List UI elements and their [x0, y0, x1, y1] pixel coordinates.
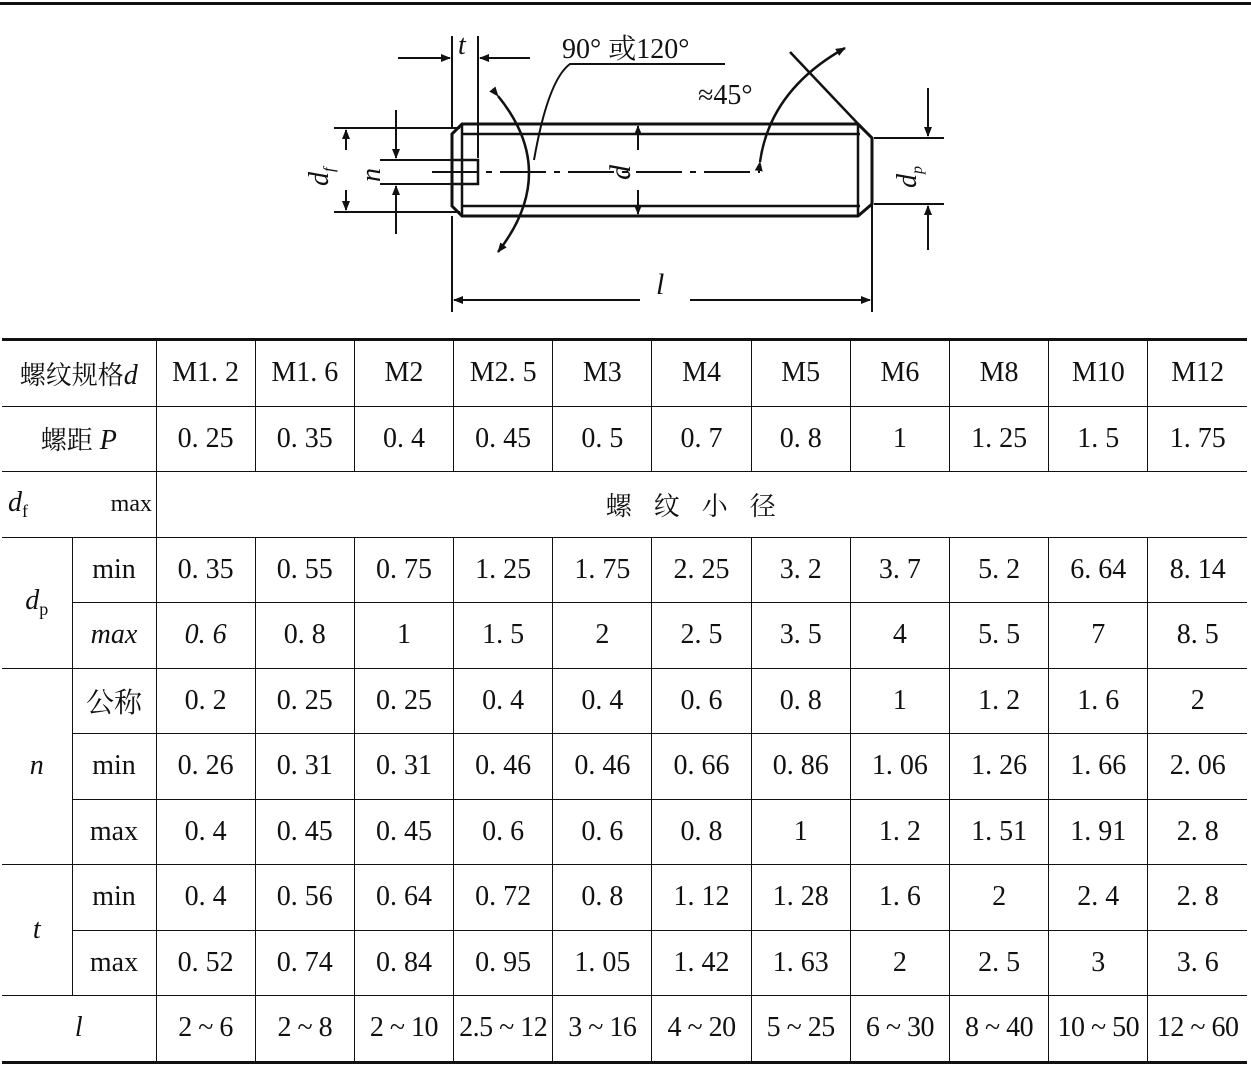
t-max-label: max [72, 930, 156, 996]
size-cell: M1. 2 [156, 340, 255, 407]
n-min-cell: 1. 06 [850, 734, 949, 800]
n-min-cell: 1. 66 [1049, 734, 1148, 800]
size-cell: M3 [553, 340, 652, 407]
row-n-nominal [2, 668, 1247, 734]
t-max-cell: 0. 52 [156, 930, 255, 996]
t-max-cell: 1. 05 [553, 930, 652, 996]
size-cell: M1. 6 [255, 340, 354, 407]
dp-max-cell: 3. 5 [751, 603, 850, 669]
t-min-cell: 1. 12 [652, 865, 751, 931]
n-nominal-cell: 0. 25 [354, 668, 453, 734]
n-min-cell: 0. 86 [751, 734, 850, 800]
label-l: l [656, 268, 665, 301]
l-cell: 3 ~ 16 [553, 996, 652, 1063]
row-l [2, 996, 1247, 1063]
pitch-cell: 1. 25 [950, 406, 1049, 472]
n-nominal-cell: 1. 6 [1049, 668, 1148, 734]
row-n-max [2, 799, 1247, 865]
tip-angle-arc [498, 64, 725, 252]
label-n: n [356, 168, 387, 182]
n-nominal-cell: 1 [850, 668, 949, 734]
t-symbol: t [2, 865, 72, 996]
n-max-cell: 0. 8 [652, 799, 751, 865]
n-nominal-cell: 0. 8 [751, 668, 850, 734]
l-cell: 5 ~ 25 [751, 996, 850, 1063]
screw-outline [452, 124, 872, 216]
n-min-cell: 1. 26 [950, 734, 1049, 800]
l-cell: 10 ~ 50 [1049, 996, 1148, 1063]
t-max-cell: 2. 5 [950, 930, 1049, 996]
spec-table [2, 338, 1247, 1064]
t-max-cell: 3. 6 [1148, 930, 1247, 996]
n-max-cell: 0. 6 [553, 799, 652, 865]
size-cell: M2. 5 [454, 340, 553, 407]
label-d: d [604, 165, 637, 180]
n-nominal-cell: 0. 4 [454, 668, 553, 734]
size-cell: M12 [1148, 340, 1247, 407]
dp-min-cell: 0. 35 [156, 537, 255, 603]
t-min-cell: 0. 72 [454, 865, 553, 931]
dp-min-cell: 6. 64 [1049, 537, 1148, 603]
pitch-cell: 0. 45 [454, 406, 553, 472]
dp-max-cell: 0. 6 [156, 603, 255, 669]
t-min-cell: 0. 8 [553, 865, 652, 931]
row-t-max [2, 930, 1247, 996]
n-max-cell: 0. 4 [156, 799, 255, 865]
t-max-cell: 0. 74 [255, 930, 354, 996]
l-symbol: l [2, 996, 156, 1063]
l-cell: 4 ~ 20 [652, 996, 751, 1063]
t-min-cell: 0. 64 [354, 865, 453, 931]
size-cell: M5 [751, 340, 850, 407]
size-cell: M2 [354, 340, 453, 407]
set-screw-drawing [0, 0, 1251, 340]
n-min-cell: 0. 46 [553, 734, 652, 800]
t-max-cell: 1. 63 [751, 930, 850, 996]
dp-min-cell: 5. 2 [950, 537, 1049, 603]
n-min-cell: 0. 31 [255, 734, 354, 800]
n-max-cell: 1. 51 [950, 799, 1049, 865]
n-nominal-cell: 0. 6 [652, 668, 751, 734]
l-cell: 12 ~ 60 [1148, 996, 1247, 1063]
dp-min-cell: 0. 75 [354, 537, 453, 603]
dp-max-cell: 4 [850, 603, 949, 669]
t-max-cell: 0. 95 [454, 930, 553, 996]
size-cell: M10 [1049, 340, 1148, 407]
t-min-cell: 1. 6 [850, 865, 949, 931]
pitch-cell: 0. 35 [255, 406, 354, 472]
thread-size-header: 螺纹规格d [2, 340, 156, 407]
size-cell: M8 [950, 340, 1049, 407]
dp-max-cell: 0. 8 [255, 603, 354, 669]
size-cell: M6 [850, 340, 949, 407]
t-min-cell: 2. 8 [1148, 865, 1247, 931]
dp-max-cell: 5. 5 [950, 603, 1049, 669]
t-max-cell: 1. 42 [652, 930, 751, 996]
dp-min-cell: 3. 2 [751, 537, 850, 603]
pitch-cell: 0. 4 [354, 406, 453, 472]
dp-max-cell: 7 [1049, 603, 1148, 669]
dp-max-cell: 1. 5 [454, 603, 553, 669]
t-min-cell: 2 [950, 865, 1049, 931]
dp-min-cell: 1. 25 [454, 537, 553, 603]
pitch-cell: 1. 75 [1148, 406, 1247, 472]
l-cell: 2 ~ 10 [354, 996, 453, 1063]
n-min-cell: 0. 26 [156, 734, 255, 800]
dp-min-cell: 3. 7 [850, 537, 949, 603]
dp-max-label: max [72, 603, 156, 669]
label-df: $d_f$ [304, 167, 338, 186]
row-n-min [2, 734, 1247, 800]
n-nominal-label: 公称 [72, 668, 156, 734]
t-max-cell: 0. 84 [354, 930, 453, 996]
pitch-cell: 1. 5 [1049, 406, 1148, 472]
n-min-label: min [72, 734, 156, 800]
t-max-cell: 2 [850, 930, 949, 996]
n-max-cell: 2. 8 [1148, 799, 1247, 865]
t-min-cell: 1. 28 [751, 865, 850, 931]
n-max-cell: 1. 2 [850, 799, 949, 865]
n-max-label: max [72, 799, 156, 865]
label-chamfer: ≈45° [698, 80, 753, 111]
t-min-cell: 2. 4 [1049, 865, 1148, 931]
dp-min-cell: 8. 14 [1148, 537, 1247, 603]
row-thread-size [2, 340, 1247, 407]
row-dp-min [2, 537, 1247, 603]
n-nominal-cell: 1. 2 [950, 668, 1049, 734]
label-dp: $d_p$ [892, 166, 926, 188]
n-min-cell: 0. 66 [652, 734, 751, 800]
t-min-label: min [72, 865, 156, 931]
n-max-cell: 1. 91 [1049, 799, 1148, 865]
dp-max-cell: 8. 5 [1148, 603, 1247, 669]
n-min-cell: 0. 46 [454, 734, 553, 800]
dp-max-cell: 2 [553, 603, 652, 669]
t-max-cell: 3 [1049, 930, 1148, 996]
pitch-cell: 0. 8 [751, 406, 850, 472]
pitch-header: 螺距 P [2, 406, 156, 472]
label-t: t [458, 30, 466, 61]
dp-min-cell: 1. 75 [553, 537, 652, 603]
pitch-cell: 0. 5 [553, 406, 652, 472]
pitch-cell: 0. 25 [156, 406, 255, 472]
row-dp-max [2, 603, 1247, 669]
n-min-cell: 2. 06 [1148, 734, 1247, 800]
n-max-cell: 0. 6 [454, 799, 553, 865]
pitch-cell: 0. 7 [652, 406, 751, 472]
dp-min-label: min [72, 537, 156, 603]
label-tip-angle: 90° 或120° [562, 34, 690, 65]
n-max-cell: 0. 45 [354, 799, 453, 865]
size-cell: M4 [652, 340, 751, 407]
n-nominal-cell: 0. 4 [553, 668, 652, 734]
n-min-cell: 0. 31 [354, 734, 453, 800]
n-nominal-cell: 2 [1148, 668, 1247, 734]
n-max-cell: 0. 45 [255, 799, 354, 865]
n-nominal-cell: 0. 2 [156, 668, 255, 734]
t-min-cell: 0. 56 [255, 865, 354, 931]
dp-max-cell: 1 [354, 603, 453, 669]
df-header: $d_f$ max [2, 472, 156, 538]
n-nominal-cell: 0. 25 [255, 668, 354, 734]
l-cell: 2.5 ~ 12 [454, 996, 553, 1063]
t-min-cell: 0. 4 [156, 865, 255, 931]
row-df [2, 472, 1247, 538]
n-symbol: n [2, 668, 72, 865]
row-t-min [2, 865, 1247, 931]
dp-min-cell: 0. 55 [255, 537, 354, 603]
chamfer-angle [760, 48, 862, 162]
dp-symbol: $d_p$ [2, 537, 72, 668]
n-max-cell: 1 [751, 799, 850, 865]
row-pitch [2, 406, 1247, 472]
l-cell: 6 ~ 30 [850, 996, 949, 1063]
pitch-cell: 1 [850, 406, 949, 472]
l-cell: 2 ~ 6 [156, 996, 255, 1063]
dp-max-cell: 2. 5 [652, 603, 751, 669]
df-value: 螺纹小径 [156, 472, 1247, 538]
l-cell: 8 ~ 40 [950, 996, 1049, 1063]
l-cell: 2 ~ 8 [255, 996, 354, 1063]
dp-min-cell: 2. 25 [652, 537, 751, 603]
